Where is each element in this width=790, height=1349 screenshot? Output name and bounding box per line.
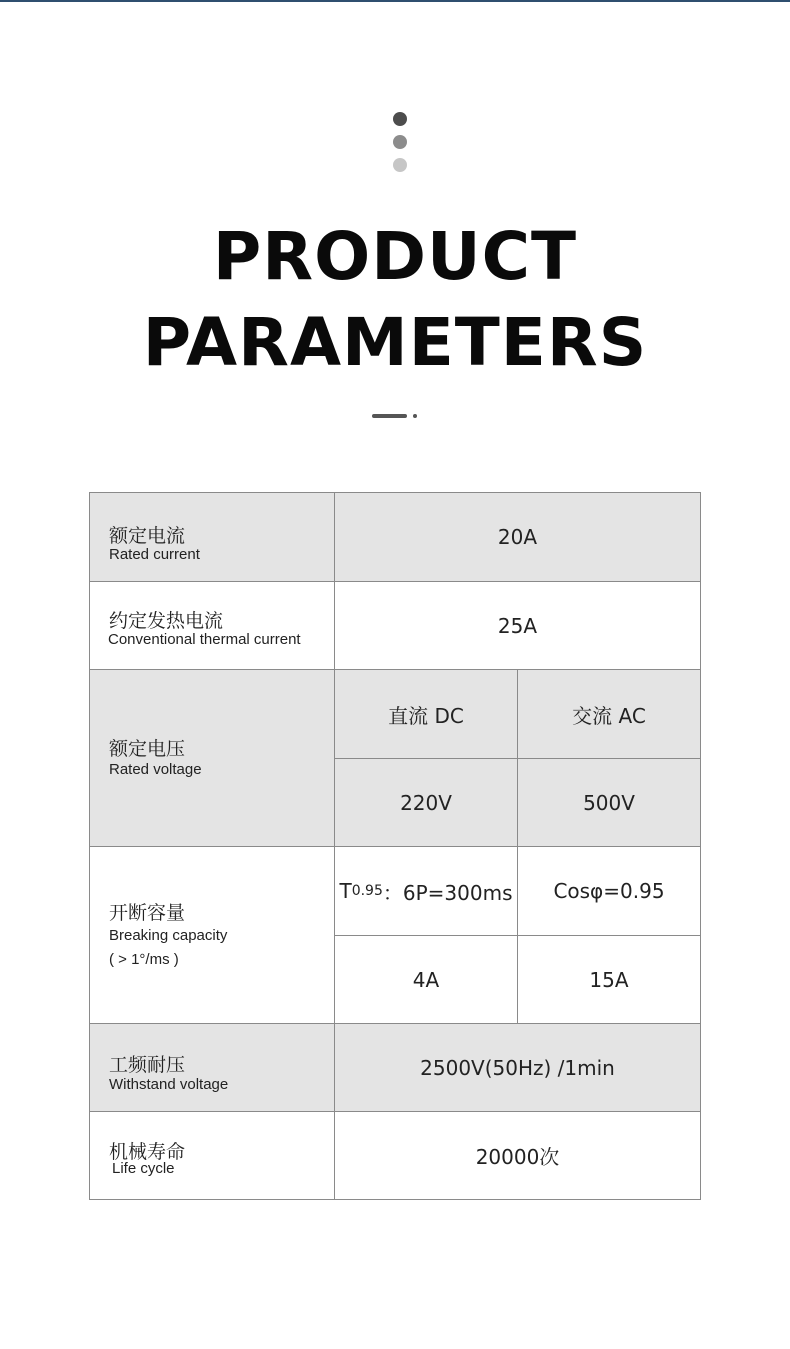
- row-label: [90, 1112, 335, 1199]
- label-cn: 约定发热电流: [109, 610, 224, 632]
- row-value: 2500V(50Hz) /1min: [420, 1055, 615, 1080]
- row-value: 20000次: [475, 1145, 560, 1169]
- t-subscript: 0.95: [351, 883, 383, 899]
- power-factor-header: Cosφ=0.95: [553, 879, 665, 903]
- ac-breaking-value: 15A: [589, 967, 629, 992]
- parameters-table: [89, 492, 701, 1200]
- t-symbol: T: [339, 879, 352, 903]
- dc-header: 直流 DC: [388, 703, 464, 728]
- dot-medium: [393, 135, 407, 149]
- title-divider-dot: [413, 414, 417, 418]
- label-en: Conventional thermal current: [108, 631, 301, 648]
- dot-dark: [393, 112, 407, 126]
- label-cn: 额定电压: [109, 738, 186, 760]
- label-en: Withstand voltage: [109, 1076, 229, 1093]
- table-row-life-cycle: [89, 1111, 701, 1200]
- label-cn: 工频耐压: [109, 1054, 186, 1076]
- time-constant-header: [335, 847, 517, 935]
- ac-value: 500V: [583, 790, 635, 815]
- row-label: [90, 847, 335, 1023]
- label-en: Breaking capacity: [109, 927, 228, 944]
- table-row-thermal-current: [89, 581, 701, 670]
- ac-header: 交流 AC: [572, 703, 646, 728]
- label-en: Life cycle: [112, 1160, 175, 1177]
- label-en: Rated current: [109, 546, 200, 563]
- row-label: [90, 582, 335, 669]
- dc-value: 220V: [400, 790, 452, 815]
- row-label: [90, 670, 335, 846]
- dc-breaking-value: 4A: [412, 967, 440, 992]
- title-divider: [372, 414, 407, 418]
- label-en-note: ( > 1°/ms ): [109, 951, 179, 968]
- table-row-withstand-voltage: [89, 1023, 701, 1112]
- label-en: Rated voltage: [109, 761, 202, 778]
- t-rest: ：6P=300ms: [382, 880, 513, 905]
- page-title-line2: PARAMETERS: [142, 304, 648, 381]
- table-row-rated-voltage: [89, 669, 701, 847]
- label-cn: 开断容量: [109, 902, 186, 924]
- table-row-breaking-capacity: [89, 846, 701, 1024]
- row-label: [90, 1024, 335, 1111]
- page-title-line1: PRODUCT: [212, 218, 578, 295]
- label-cn: 额定电流: [109, 525, 186, 547]
- row-value: 25A: [497, 613, 538, 638]
- row-value: 20A: [497, 525, 538, 549]
- decorative-dots-icon: [393, 112, 407, 181]
- dot-light: [393, 158, 407, 172]
- label-cn: 机械寿命: [109, 1141, 186, 1163]
- top-border-line: [0, 0, 790, 2]
- table-row-rated-current: [89, 492, 701, 582]
- row-label: [90, 493, 335, 581]
